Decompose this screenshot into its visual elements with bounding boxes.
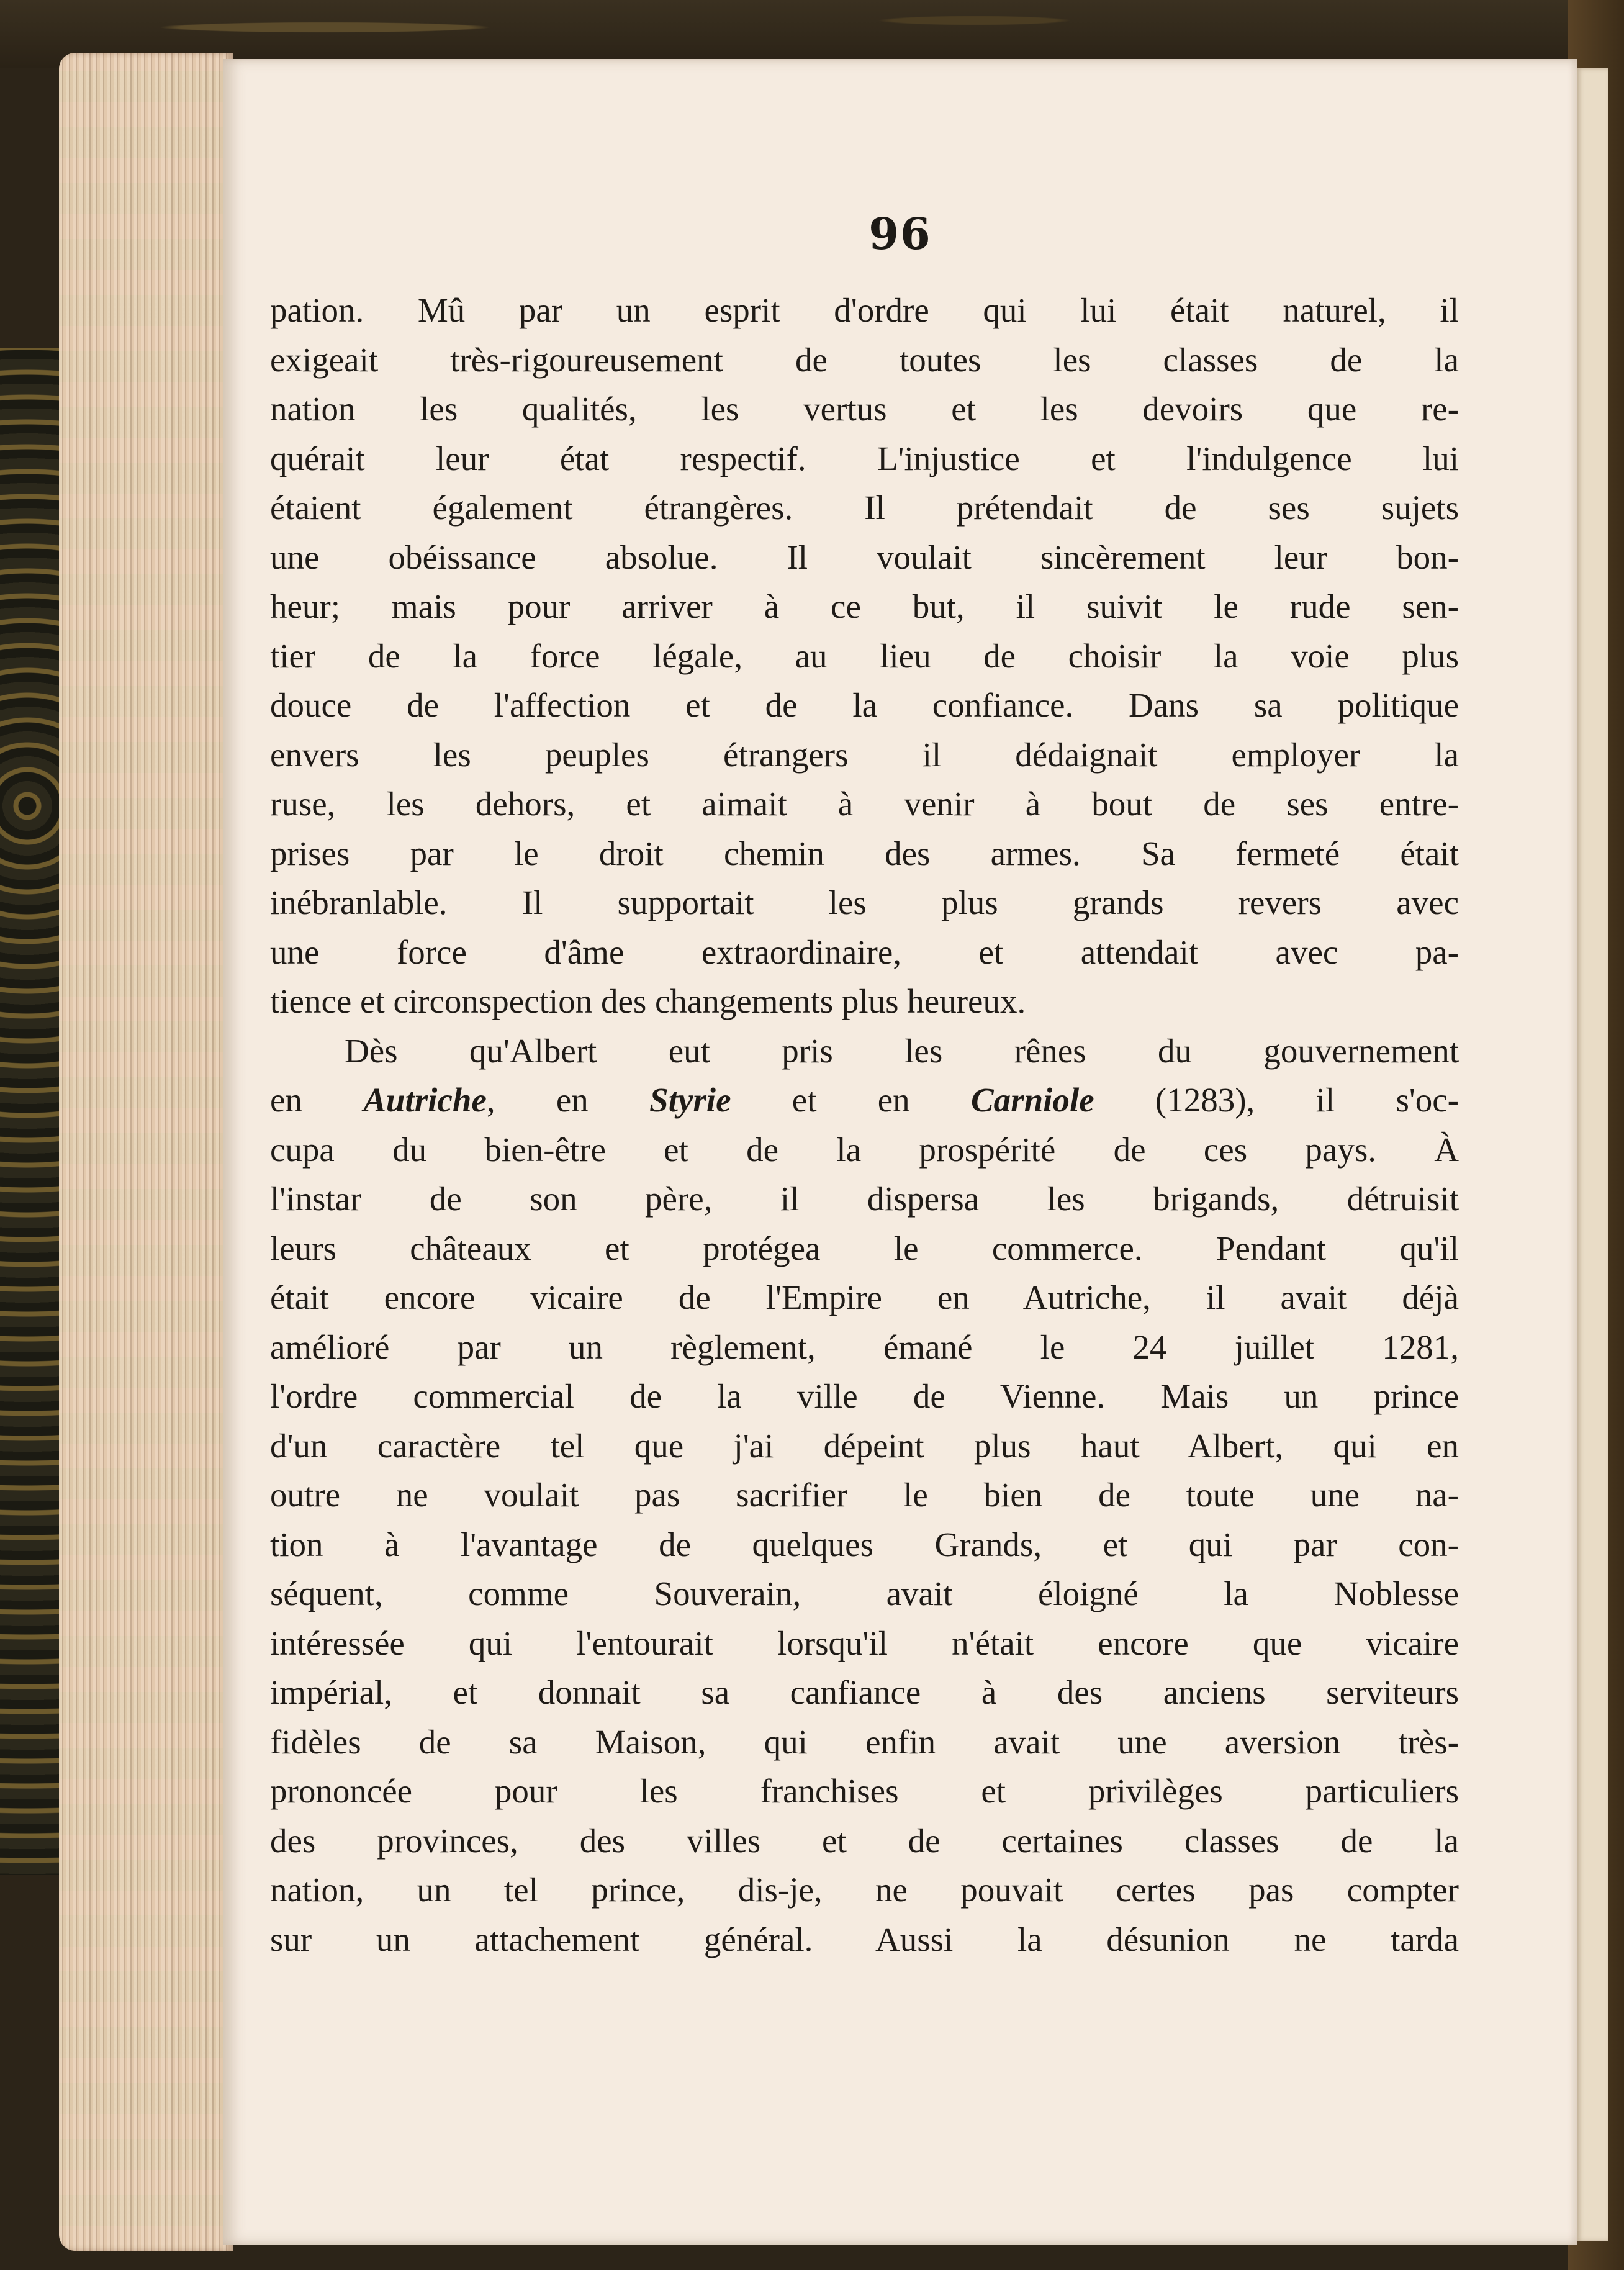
text-line-29: impérial, et donnait sa canfiance à des anciens serviteurs — [270, 1673, 1459, 1711]
text-line-6: une obéissance absolue. Il voulait sincèrement leur bon- — [270, 538, 1459, 576]
text-line-11: ruse, les dehors, et aimait à venir à bout de ses entre- — [270, 785, 1459, 823]
text-line-26: tion à l'avantage de quelques Grands, et qui par con- — [270, 1525, 1459, 1563]
text-line-34: sur un attachement général. Aussi la désunion ne tarda — [270, 1920, 1459, 1958]
text-line-17-suffix: (1283), il s'oc- — [1094, 1081, 1459, 1119]
place-name-autriche: Autriche — [363, 1081, 487, 1119]
text-line-2: exigeait très-rigoureusement de toutes les classes de la — [270, 340, 1459, 379]
text-line-21: était encore vicaire de l'Empire en Autriche, il avait déjà — [270, 1278, 1459, 1316]
text-line-10: envers les peuples étrangers il dédaignait employer la — [270, 735, 1459, 774]
text-line-15: tience et circonspection des changements plus heureux. — [270, 982, 1026, 1020]
text-line-12: prises par le droit chemin des armes. Sa fermeté était — [270, 834, 1459, 872]
text-line-17-mid1: , en — [486, 1081, 650, 1119]
text-line-7: heur; mais pour arriver à ce but, il suivit le rude sen- — [270, 587, 1459, 625]
text-line-4: quérait leur état respectif. L'injustice et l'indulgence lui — [270, 439, 1459, 477]
text-line-17-mid2: et en — [731, 1081, 971, 1119]
text-line-14: une force d'âme extraordinaire, et attendait avec pa- — [270, 933, 1459, 971]
text-line-19: l'instar de son père, il dispersa les brigands, détruisit — [270, 1180, 1459, 1218]
text-line-28: intéressée qui l'entourait lorsqu'il n'était encore que vicaire — [270, 1624, 1459, 1662]
text-line-17-prefix: en — [270, 1081, 364, 1119]
text-line-9: douce de l'affection et de la confiance. Dans sa politique — [270, 686, 1459, 724]
book-cover-left — [0, 348, 68, 1875]
text-line-5: étaient également étrangères. Il prétendait de ses sujets — [270, 489, 1459, 527]
text-line-27: séquent, comme Souverain, avait éloigné la Noblesse — [270, 1575, 1459, 1612]
text-line-25: outre ne voulait pas sacrifier le bien de toute une na- — [270, 1476, 1459, 1514]
place-name-styrie: Styrie — [649, 1081, 731, 1119]
text-line-17 — [270, 1075, 1459, 1125]
text-line-20: leurs châteaux et protégea le commerce. Pendant qu'il — [270, 1229, 1459, 1267]
page-text — [270, 286, 1459, 1964]
book-cover-top — [0, 0, 1624, 68]
facing-page-edge — [1577, 68, 1608, 2241]
text-line-30: fidèles de sa Maison, qui enfin avait une aversion très- — [270, 1722, 1459, 1761]
text-line-31: prononcée pour les franchises et privilèges particuliers — [270, 1772, 1459, 1810]
place-name-carniole: Carniole — [970, 1081, 1094, 1119]
page-edges — [59, 53, 233, 2251]
text-line-24: d'un caractère tel que j'ai dépeint plus haut Albert, qui en — [270, 1426, 1459, 1465]
text-line-33: nation, un tel prince, dis-je, ne pouvait certes pas compter — [270, 1871, 1459, 1909]
text-line-13: inébranlable. Il supportait les plus grands revers avec — [270, 884, 1459, 921]
text-line-3: nation les qualités, les vertus et les devoirs que re- — [270, 390, 1459, 428]
text-line-16: Dès qu'Albert eut pris les rênes du gouvernement — [345, 1031, 1459, 1070]
text-line-23: l'ordre commercial de la ville de Vienne. Mais un prince — [270, 1377, 1459, 1415]
text-line-22: amélioré par un règlement, émané le 24 juillet 1281, — [270, 1327, 1459, 1366]
text-line-32: des provinces, des villes et de certaines classes de la — [270, 1821, 1459, 1860]
text-line-8: tier de la force légale, au lieu de choisir la voie plus — [270, 636, 1459, 675]
text-line-18: cupa du bien-être et de la prospérité de ces pays. À — [270, 1130, 1459, 1169]
page-number: 96 — [868, 208, 932, 260]
text-line-1: pation. Mû par un esprit d'ordre qui lui était naturel, il — [270, 291, 1459, 329]
